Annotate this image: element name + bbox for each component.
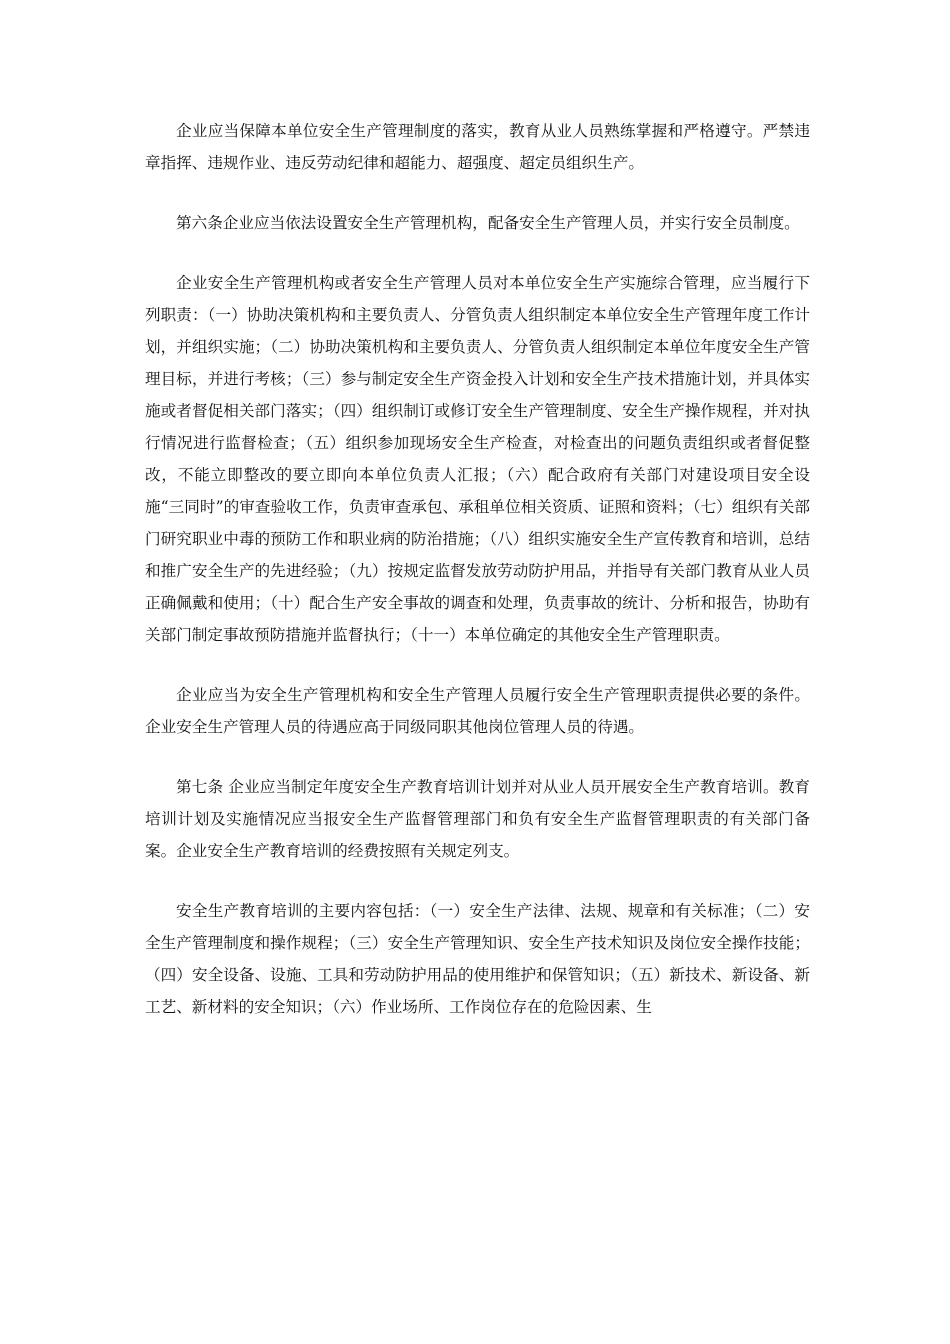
paragraph-safety-system-implementation: 企业应当保障本单位安全生产管理制度的落实，教育从业人员熟练掌握和严格遵守。严禁违章指挥、违规作业、违反劳动纪律和超能力、超强度、超定员组织生产。 — [145, 122, 810, 172]
paragraph-management-duties: 企业安全生产管理机构或者安全生产管理人员对本单位安全生产实施综合管理，应当履行下列职责：（一）协助决策机构和主要负责人、分管负责人组织制定本单位安全生产管理年度工作计划，并组织实施；（二）协助决策机构和主要负责人、分管负责人组织制定本单位年度安全生产管理目标，并进行考核；（三）参与制定安全生产资金投入计划和安全生产技术措施计划，并具体实施或者督促相关部门落实；（四）组织制订或修订安全生产管理制度、安全生产操作规程，并对执行情况进行监督检查；（五）组织参加现场安全生产检查，对检查出的问题负责组织或者督促整改，不能立即整改的要立即向本单位负责人汇报；（六）配合政府有关部门对建设项目安全设施“三同时”的审查验收工作，负责审查承包、承租单位相关资质、证照和资料；（七）组织有关部门研究职业中毒的预防工作和职业病的防治措施；（八）组织实施安全生产宣传教育和培训，总结和推广安全生产的先进经验；（九）按规定监督发放劳动防护用品，并指导有关部门教育从业人员正确佩戴和使用；（十）配合生产安全事故的调查和处理，负责事故的统计、分析和报告，协助有关部门制定事故预防措施并监督执行；（十一）本单位确定的其他安全生产管理职责。 — [145, 274, 810, 644]
paragraph-training-content: 安全生产教育培训的主要内容包括：（一）安全生产法律、法规、规章和有关标准；（二）安全生产管理制度和操作规程；（三）安全生产管理知识、安全生产技术知识及岗位安全操作技能；（四）安全设备、设施、工具和劳动防护用品的使用维护和保管知识；（五）新技术、新设备、新工艺、新材料的安全知识；（六）作业场所、工作岗位存在的危险因素、生 — [145, 902, 810, 1016]
paragraph-article-7: 第七条 企业应当制定年度安全生产教育培训计划并对从业人员开展安全生产教育培训。教育培训计划及实施情况应当报安全生产监督管理部门和负有安全生产监督管理职责的有关部门备案。企业安全生产教育培训的经费按照有关规定列支。 — [145, 778, 810, 860]
paragraph-article-6: 第六条企业应当依法设置安全生产管理机构，配备安全生产管理人员，并实行安全员制度。 — [176, 214, 800, 232]
document-body — [145, 115, 810, 1051]
paragraph-management-conditions: 企业应当为安全生产管理机构和安全生产管理人员履行安全生产管理职责提供必要的条件。企业安全生产管理人员的待遇应高于同级同职其他岗位管理人员的待遇。 — [145, 686, 810, 736]
